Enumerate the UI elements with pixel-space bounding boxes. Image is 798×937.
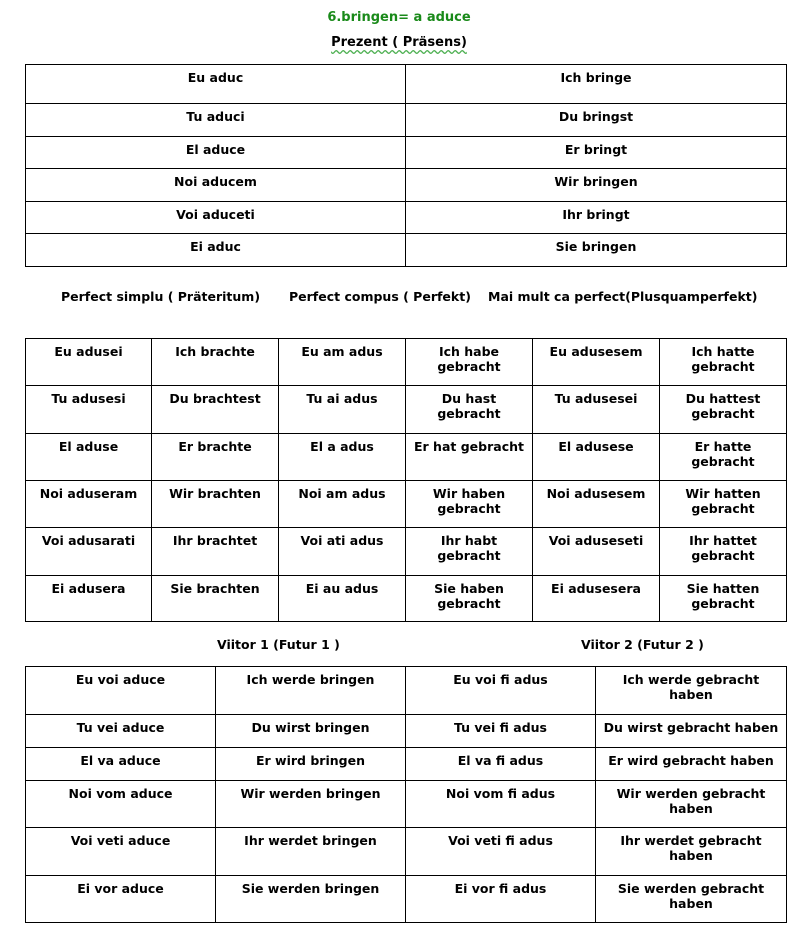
past-cell: Er brachte — [152, 434, 279, 481]
past-cell: Ei adusera — [26, 576, 152, 622]
future-cell: Tu vei aduce — [26, 715, 216, 748]
past-cell: El adusese — [533, 434, 660, 481]
past-cell: El a adus — [279, 434, 406, 481]
future-cell: Ihr werdet gebracht haben — [596, 828, 787, 876]
future-cell: Eu voi aduce — [26, 667, 216, 715]
present-heading-text: Prezent ( Präsens) — [331, 35, 467, 50]
past-cell: Noi aduseram — [26, 481, 152, 528]
future-cell: El va fi adus — [406, 748, 596, 781]
future-cell: Ei vor fi adus — [406, 876, 596, 923]
past-cell: Ich brachte — [152, 339, 279, 386]
past-cell: El aduse — [26, 434, 152, 481]
future-cell: Eu voi fi adus — [406, 667, 596, 715]
past-cell: Ich hatte gebracht — [660, 339, 787, 386]
present-cell: Ihr bringt — [406, 202, 787, 234]
past-row — [26, 576, 787, 622]
future-row — [26, 715, 787, 748]
present-cell: Ei aduc — [26, 234, 406, 267]
present-row — [26, 65, 787, 104]
past-cell: Voi adusarati — [26, 528, 152, 576]
past-row — [26, 386, 787, 434]
future-row — [26, 667, 787, 715]
future-cell: Voi veti aduce — [26, 828, 216, 876]
future1-heading: Viitor 1 (Futur 1 ) — [217, 637, 340, 652]
future-cell: Er wird bringen — [216, 748, 406, 781]
past-cell: Sie haben gebracht — [406, 576, 533, 622]
past-cell: Sie brachten — [152, 576, 279, 622]
past-cell: Ich habe gebracht — [406, 339, 533, 386]
past-cell: Sie hatten gebracht — [660, 576, 787, 622]
future-cell: Ich werde gebracht haben — [596, 667, 787, 715]
past-cell: Ihr hattet gebracht — [660, 528, 787, 576]
future-cell: Sie werden gebracht haben — [596, 876, 787, 923]
future-cell: Wir werden bringen — [216, 781, 406, 828]
past-cell: Eu am adus — [279, 339, 406, 386]
present-row — [26, 104, 787, 137]
future-row — [26, 876, 787, 923]
future-cell: Du wirst gebracht haben — [596, 715, 787, 748]
present-cell: Voi aduceti — [26, 202, 406, 234]
future-row — [26, 828, 787, 876]
future-cell: Tu vei fi adus — [406, 715, 596, 748]
past-row — [26, 528, 787, 576]
future-cell: Wir werden gebracht haben — [596, 781, 787, 828]
past-cell: Du hattest gebracht — [660, 386, 787, 434]
past-cell: Du brachtest — [152, 386, 279, 434]
future-cell: Du wirst bringen — [216, 715, 406, 748]
past-cell: Du hast gebracht — [406, 386, 533, 434]
past-cell: Tu ai adus — [279, 386, 406, 434]
past-cell: Ei au adus — [279, 576, 406, 622]
present-cell: Wir bringen — [406, 169, 787, 202]
present-cell: Er bringt — [406, 137, 787, 169]
present-cell: Ich bringe — [406, 65, 787, 104]
present-cell: Sie bringen — [406, 234, 787, 267]
past-cell: Ei adusesera — [533, 576, 660, 622]
perfect-heading: Perfect compus ( Perfekt) — [289, 289, 471, 304]
past-cell: Er hat gebracht — [406, 434, 533, 481]
future-cell: Er wird gebracht haben — [596, 748, 787, 781]
future2-heading: Viitor 2 (Futur 2 ) — [581, 637, 704, 652]
future-cell: Noi vom fi adus — [406, 781, 596, 828]
past-cell: Er hatte gebracht — [660, 434, 787, 481]
future-cell: Noi vom aduce — [26, 781, 216, 828]
past-row — [26, 434, 787, 481]
present-cell: Noi aducem — [26, 169, 406, 202]
past-row — [26, 481, 787, 528]
future-cell: Ei vor aduce — [26, 876, 216, 923]
present-cell: Tu aduci — [26, 104, 406, 137]
past-cell: Voi aduseseti — [533, 528, 660, 576]
future-cell: Ich werde bringen — [216, 667, 406, 715]
document-title: 6.bringen= a aduce — [327, 10, 471, 25]
present-row — [26, 234, 787, 267]
past-cell: Tu aduseseі — [533, 386, 660, 434]
future-cell: Ihr werdet bringen — [216, 828, 406, 876]
preterite-heading: Perfect simplu ( Präteritum) — [61, 289, 261, 304]
past-cell: Ihr habt gebracht — [406, 528, 533, 576]
present-row — [26, 137, 787, 169]
past-cell: Wir hatten gebracht — [660, 481, 787, 528]
past-cell: Noi adusesem — [533, 481, 660, 528]
present-table — [25, 64, 787, 267]
past-cell: Noi am adus — [279, 481, 406, 528]
present-cell: El aduce — [26, 137, 406, 169]
present-row — [26, 202, 787, 234]
future-tenses-table — [25, 666, 787, 923]
present-cell: Du bringst — [406, 104, 787, 137]
present-row — [26, 169, 787, 202]
past-tenses-table — [25, 338, 787, 622]
past-cell: Eu adusei — [26, 339, 152, 386]
past-cell: Ihr brachtet — [152, 528, 279, 576]
future-cell: Sie werden bringen — [216, 876, 406, 923]
past-cell: Wir haben gebracht — [406, 481, 533, 528]
future-cell: Voi veti fi adus — [406, 828, 596, 876]
future-cell: El va aduce — [26, 748, 216, 781]
past-row — [26, 339, 787, 386]
present-cell: Eu aduc — [26, 65, 406, 104]
pluperfect-heading: Mai mult ca perfect(Plusquamperfekt) — [488, 289, 758, 304]
past-cell: Eu adusesem — [533, 339, 660, 386]
past-cell: Tu adusesi — [26, 386, 152, 434]
future-row — [26, 748, 787, 781]
past-cell: Wir brachten — [152, 481, 279, 528]
present-heading — [0, 35, 798, 50]
future-row — [26, 781, 787, 828]
past-cell: Voi ati adus — [279, 528, 406, 576]
